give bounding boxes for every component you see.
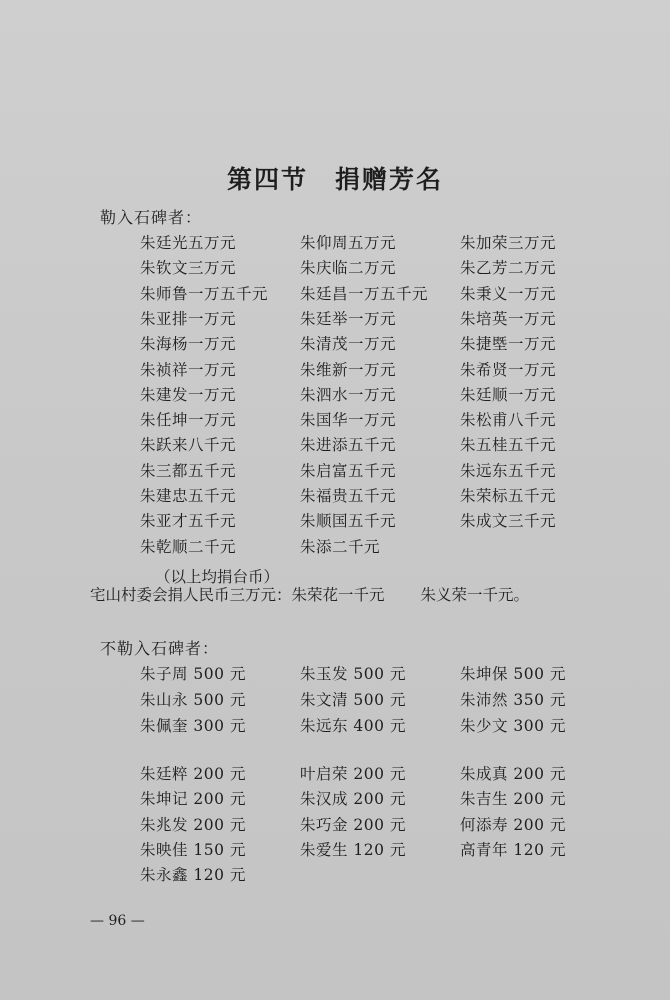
- donor-entry: 朱廷举一万元: [300, 309, 397, 328]
- donor-entry: 朱进添五千元: [300, 436, 397, 455]
- donor-entry: 朱兆发 200 元: [140, 815, 246, 834]
- donor-entry: 朱廷昌一万五千元: [300, 284, 429, 303]
- section-title: 第四节 捐赠芳名: [226, 165, 443, 194]
- donor-entry: 叶启荣 200 元: [300, 765, 406, 783]
- donor-entry: 朱秉义一万元: [460, 284, 557, 303]
- donor-entry: 朱祯祥一万元: [140, 360, 237, 379]
- donor-entry: 朱坤记 200 元: [140, 790, 246, 809]
- donor-entry: 朱坤保 500 元: [460, 665, 566, 683]
- village-donation-text: 宅山村委会捐人民币三万元：朱荣花一千元: [90, 586, 385, 604]
- donor-entry: 朱汉成 200 元: [300, 790, 406, 809]
- donor-entry: 朱海杨一万元: [140, 335, 237, 354]
- donor-entry: 朱启富五千元: [300, 461, 397, 480]
- donor-entry: 朱佩奎 300 元: [140, 717, 246, 735]
- engraved-label: 勒入石碑者：: [100, 208, 203, 227]
- donor-entry: 朱映佳 150 元: [140, 840, 246, 859]
- donor-entry: 朱亚排一万元: [140, 309, 237, 328]
- donor-entry: 朱培英一万元: [460, 309, 557, 328]
- donor-entry: 朱加荣三万元: [460, 234, 557, 252]
- donor-entry: 朱乙芳二万元: [460, 259, 557, 278]
- donor-entry: 朱希贤一万元: [460, 360, 557, 379]
- donor-entry: 朱廷粹 200 元: [140, 765, 246, 783]
- donor-entry: 朱少文 300 元: [460, 717, 566, 735]
- donor-entry: 高青年 120 元: [460, 840, 566, 859]
- donor-entry: 朱子周 500 元: [140, 665, 246, 683]
- donor-entry: 朱三都五千元: [140, 461, 237, 480]
- donor-entry: 朱爱生 120 元: [300, 840, 406, 859]
- donor-entry: 朱廷顺一万元: [460, 385, 557, 404]
- donor-entry: 朱维新一万元: [300, 360, 397, 379]
- not-engraved-label: 不勒入石碑者：: [100, 639, 220, 658]
- donor-entry: 朱国华一万元: [300, 411, 397, 430]
- donor-entry: 朱文清 500 元: [300, 691, 406, 709]
- donor-entry: 朱乾顺二千元: [140, 537, 237, 556]
- donor-entry: 朱成真 200 元: [460, 765, 566, 783]
- donor-entry: 朱廷光五万元: [140, 234, 237, 252]
- donor-entry: 朱山永 500 元: [140, 691, 246, 709]
- donor-entry: 朱仰周五万元: [300, 234, 397, 252]
- donor-entry: 朱吉生 200 元: [460, 790, 566, 809]
- currency-note: （以上均捐台币）: [155, 568, 280, 586]
- donor-entry: 朱清茂一万元: [300, 335, 397, 354]
- donor-entry: 朱五桂五千元: [460, 436, 557, 455]
- village-donation-extra: 朱义荣一千元。: [420, 586, 530, 604]
- donor-entry: 朱捷塈一万元: [460, 335, 557, 354]
- donor-entry: 朱庆临二万元: [300, 259, 397, 278]
- page-number: — 96 —: [90, 913, 145, 929]
- donor-entry: 朱任坤一万元: [140, 411, 237, 430]
- village-donation-line: [90, 583, 529, 605]
- donor-entry: 朱跃来八千元: [140, 436, 237, 455]
- donor-entry: 朱玉发 500 元: [300, 665, 406, 683]
- donor-entry: 朱添二千元: [300, 537, 381, 556]
- donor-entry: 朱沛然 350 元: [460, 691, 566, 709]
- donor-entry: 朱钦文三万元: [140, 259, 237, 278]
- donor-entry: 朱荣标五千元: [460, 487, 557, 505]
- donor-entry: 朱成文三千元: [460, 512, 557, 531]
- donor-entry: 朱顺国五千元: [300, 512, 397, 531]
- donor-entry: 朱远东 400 元: [300, 717, 406, 735]
- donor-entry: 朱亚才五千元: [140, 512, 237, 531]
- donor-entry: 朱巧金 200 元: [300, 815, 406, 834]
- donor-entry: 朱松甫八千元: [460, 411, 557, 430]
- donor-entry: 朱师鲁一万五千元: [140, 284, 269, 303]
- donor-entry: 朱建忠五千元: [140, 487, 237, 505]
- donor-entry: 何添寿 200 元: [460, 815, 566, 834]
- donor-entry: 朱福贵五千元: [300, 487, 397, 505]
- donor-entry: 朱建发一万元: [140, 385, 237, 404]
- donor-entry: 朱远东五千元: [460, 461, 557, 480]
- donor-entry: 朱永鑫 120 元: [140, 866, 246, 885]
- donor-entry: 朱泗水一万元: [300, 385, 397, 404]
